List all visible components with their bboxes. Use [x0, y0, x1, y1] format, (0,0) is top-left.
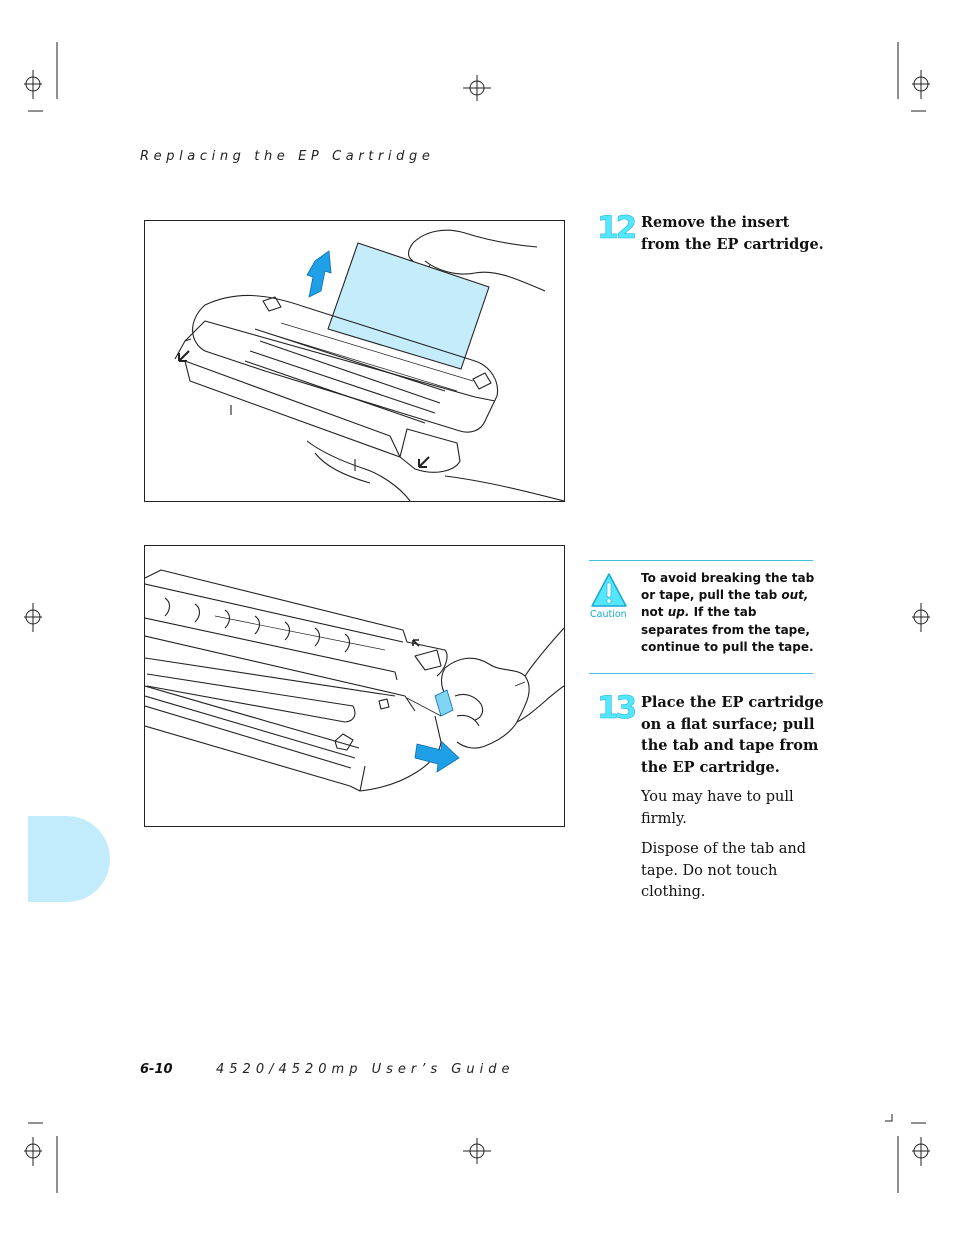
guide-title: 4520/4520mp User’s Guide: [216, 1062, 515, 1077]
caution-line-part: If the tab: [689, 605, 757, 620]
step-12-instruction: [641, 212, 841, 255]
figure-pull-tape: [144, 545, 565, 827]
caution-line: [641, 604, 826, 621]
caution-line: [641, 587, 826, 604]
figure-remove-insert: [144, 220, 565, 502]
caution-line: continue to pull the tape.: [641, 639, 814, 654]
running-header: Replacing the EP Cartridge: [140, 149, 435, 164]
body-line: clothing.: [641, 884, 706, 900]
caution-text: [641, 570, 826, 656]
body-line: Dispose of the tab and: [641, 841, 807, 857]
pull-tape-illustration: [145, 546, 564, 826]
caution-label: Caution: [590, 609, 627, 620]
caution-line: To avoid breaking the tab: [641, 571, 815, 585]
caution-top-rule: [589, 560, 813, 561]
step-13-line: Place the EP cartridge: [641, 694, 824, 711]
page-number: 6-10: [140, 1062, 173, 1077]
step-12-line: from the EP cartridge.: [641, 235, 824, 253]
caution-icon: [590, 572, 628, 608]
caution-line-part: not: [641, 605, 668, 620]
step-12-line: Remove the insert: [641, 214, 790, 231]
step-12-number: 12: [597, 210, 635, 246]
step-13-line: the EP cartridge.: [641, 758, 780, 776]
caution-emphasis: up.: [667, 605, 690, 620]
step-13-instruction: [641, 692, 841, 778]
caution-bottom-rule: [589, 673, 813, 674]
remove-insert-illustration: [145, 221, 564, 501]
caution-emphasis: out,: [781, 588, 809, 603]
step-13-note-dispose: [641, 839, 841, 904]
step-13-number: 13: [597, 690, 635, 726]
step-13-line: the tab and tape from: [641, 737, 819, 754]
body-line: tape. Do not touch: [641, 862, 778, 879]
body-line: You may have to pull: [641, 789, 794, 805]
step-13-note-pull: [641, 787, 841, 830]
chapter-thumb-tab: [28, 816, 110, 902]
body-line: firmly.: [641, 810, 687, 827]
caution-line: separates from the tape,: [641, 622, 810, 637]
step-13-line: on a flat surface; pull: [641, 715, 815, 733]
caution-line-part: or tape, pull the tab: [641, 588, 782, 603]
